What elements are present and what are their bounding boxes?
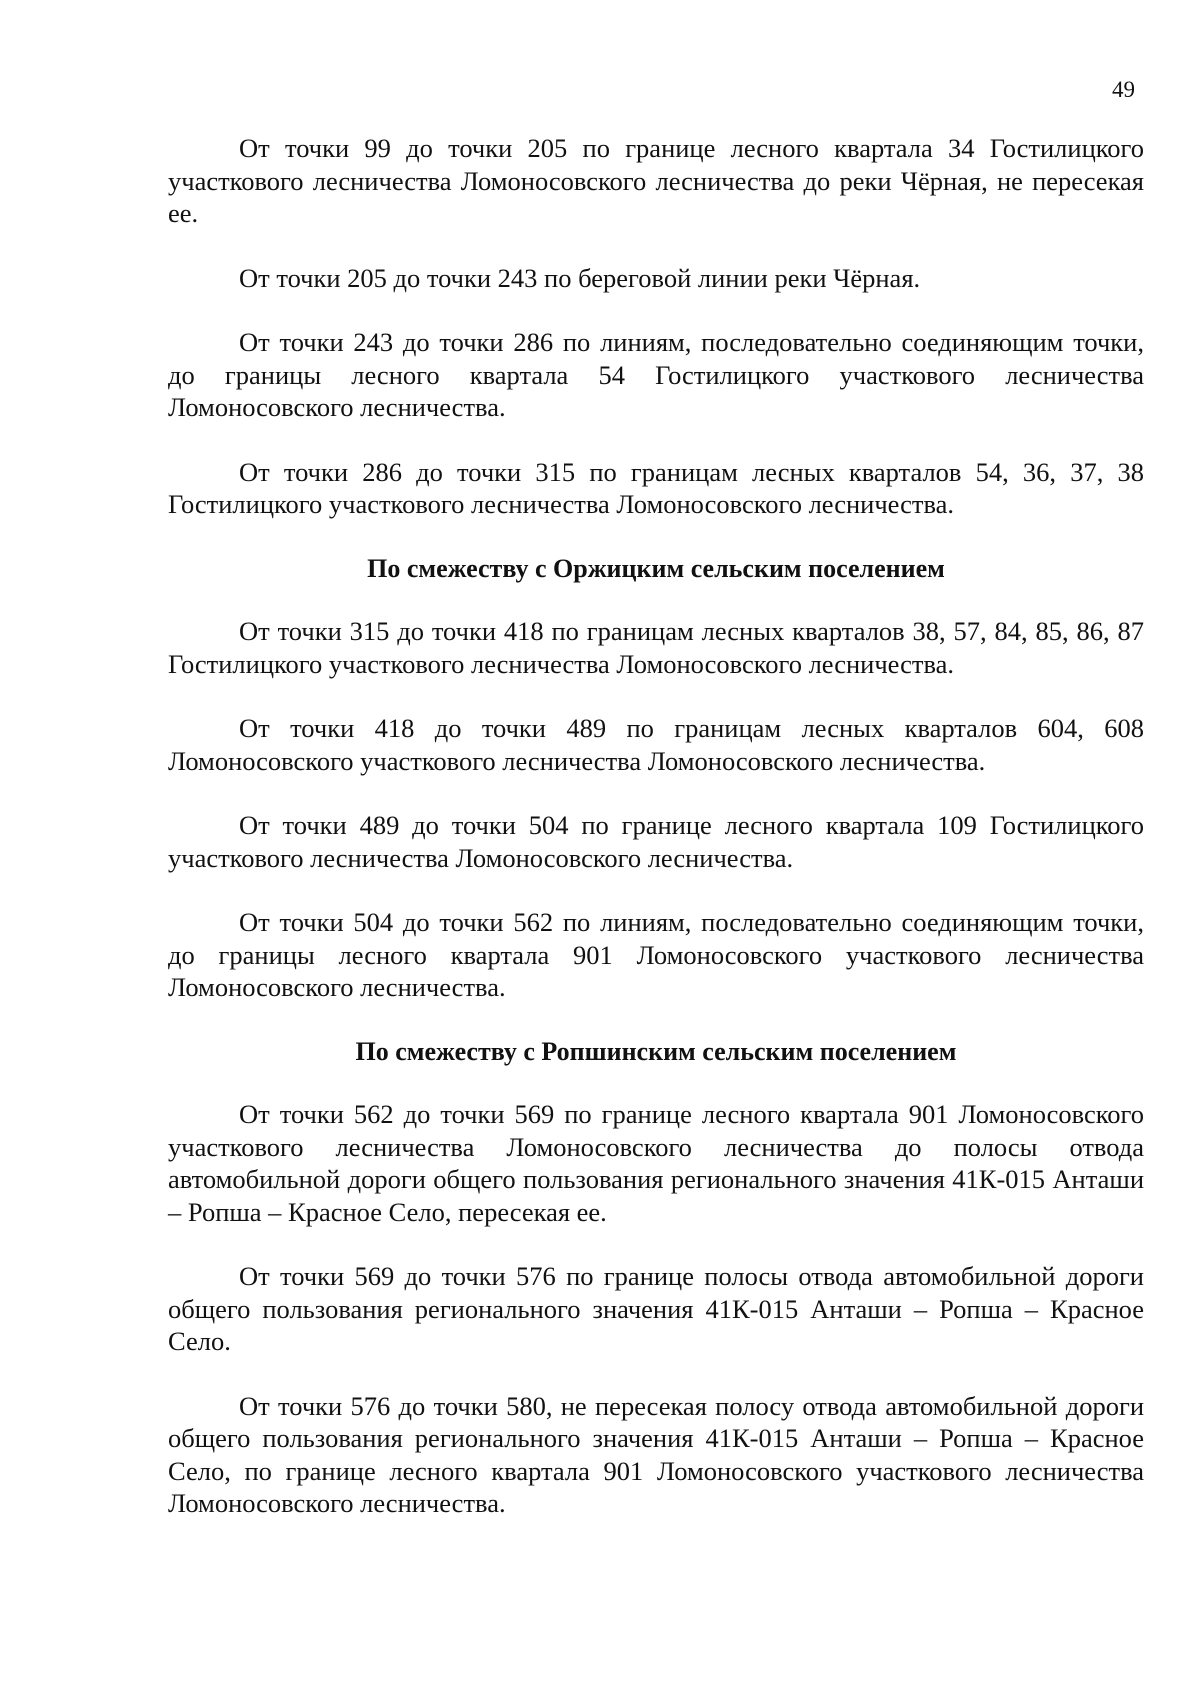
- paragraph-8: От точки 504 до точки 562 по линиям, последовательно соединяющим точки, до границы лесного квартала 901 Ломоносовского участкового лесничества Ломоносовского лесничества.: [168, 907, 1144, 1002]
- section-heading-orzhitsy: По смежеству с Оржицким сельским поселением: [367, 553, 945, 583]
- paragraph-1: От точки 99 до точки 205 по границе лесного квартала 34 Гостилицкого участкового лесничества Ломоносовского лесничества до реки Чёрная, не пересекая ее.: [168, 133, 1144, 228]
- paragraph-2: От точки 205 до точки 243 по береговой линии реки Чёрная.: [239, 262, 921, 293]
- paragraph-5: От точки 315 до точки 418 по границам лесных кварталов 38, 57, 84, 85, 86, 87 Гостилицкого участкового лесничества Ломоносовского лесничества.: [168, 616, 1144, 679]
- page-number: 49: [1112, 77, 1135, 102]
- paragraph-6: От точки 418 до точки 489 по границам лесных кварталов 604, 608 Ломоносовского участкового лесничества Ломоносовского лесничества.: [168, 713, 1144, 776]
- paragraph-3: От точки 243 до точки 286 по линиям, последовательно соединяющим точки, до границы лесного квартала 54 Гостилицкого участкового лесничества Ломоносовского лесничества.: [168, 327, 1144, 422]
- paragraph-7: От точки 489 до точки 504 по границе лесного квартала 109 Гостилицкого участкового лесничества Ломоносовского лесничества.: [168, 810, 1144, 873]
- paragraph-11: От точки 576 до точки 580, не пересекая полосу отвода автомобильной дороги общего пользования регионального значения 41К-015 Анташи – Ропша – Красное Село, по границе лесного квартала 901 Ломоносовского участкового лесничества Ломоносовского лесничества.: [168, 1390, 1144, 1518]
- paragraph-4: От точки 286 до точки 315 по границам лесных кварталов 54, 36, 37, 38 Гостилицкого участкового лесничества Ломоносовского лесничества.: [168, 456, 1144, 519]
- paragraph-10: От точки 569 до точки 576 по границе полосы отвода автомобильной дороги общего пользования регионального значения 41К-015 Анташи – Ропша – Красное Село.: [168, 1261, 1144, 1356]
- section-heading-ropsha: По смежеству с Ропшинским сельским поселением: [355, 1036, 957, 1066]
- paragraph-9: От точки 562 до точки 569 по границе лесного квартала 901 Ломоносовского участкового лесничества Ломоносовского лесничества до полосы отвода автомобильной дороги общего пользования регионального значения 41К-015 Анташи – Ропша – Красное Село, пересекая ее.: [168, 1099, 1144, 1227]
- document-body: [168, 132, 1144, 1552]
